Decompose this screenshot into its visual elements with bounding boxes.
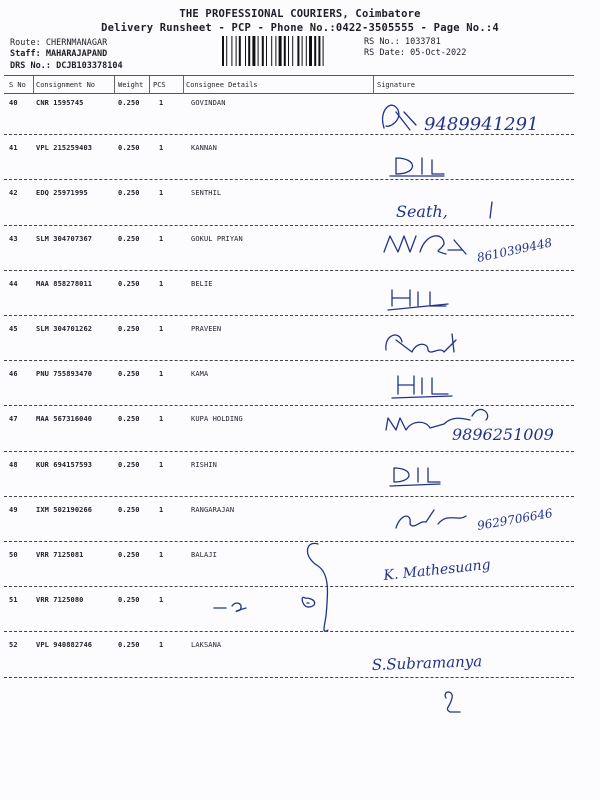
- barcode-bar: [231, 36, 232, 66]
- barcode-bar: [284, 36, 286, 66]
- barcode-bar: [297, 36, 299, 66]
- row-separator: [4, 360, 574, 361]
- cell-consignment: VRR 7125081: [36, 551, 84, 559]
- barcode-bar: [258, 36, 259, 66]
- handwritten-signature: K. Mathesuang: [382, 556, 492, 584]
- drs-value: DCJB103378104: [56, 61, 123, 71]
- route-value: CHERNMANAGAR: [45, 38, 108, 48]
- rs-date-line: [364, 48, 466, 58]
- barcode-bar: [288, 36, 289, 66]
- barcode-bar: [306, 36, 307, 66]
- cell-sno: 47: [9, 415, 18, 424]
- cell-weight: 0.250: [118, 99, 140, 107]
- signature-mark: [214, 603, 246, 611]
- signature-mark: [386, 409, 488, 430]
- cell-consignment: KUR 694157593: [36, 460, 93, 469]
- cell-consignment: MAA 567316040: [36, 415, 93, 424]
- row-separator: [4, 631, 574, 632]
- cell-pcs: 1: [159, 551, 164, 559]
- cell-sno: 52: [9, 641, 18, 650]
- col-consignment: Consignment No: [36, 81, 96, 89]
- row-separator: [4, 405, 574, 406]
- cell-pcs: 1: [159, 505, 164, 514]
- rs-date-value: 05-Oct-2022: [410, 48, 467, 58]
- cell-pcs: 1: [159, 189, 164, 198]
- cell-consignee: GOKUL PRIYAN: [191, 234, 243, 243]
- cell-sno: 44: [9, 279, 18, 288]
- cell-consignment: IXM 502190266: [36, 505, 93, 514]
- signature-mark: [386, 334, 456, 352]
- cell-weight: 0.250: [118, 596, 140, 605]
- cell-consignment: VPL 940882746: [36, 641, 93, 650]
- barcode-bar: [222, 36, 224, 66]
- barcode-bar: [248, 36, 250, 66]
- barcode-bar: [262, 36, 264, 66]
- staff-line: [10, 49, 107, 59]
- barcode-bar: [226, 36, 227, 66]
- cell-consignee: BELIE: [191, 279, 213, 288]
- cell-pcs: 1: [159, 460, 164, 469]
- cell-sno: 48: [9, 460, 18, 469]
- runsheet-title: Delivery Runsheet - PCP - Phone No.:0422-3505555 - Page No.:4: [101, 22, 499, 34]
- rs-date-label: RS Date:: [364, 48, 405, 58]
- cell-weight: 0.250: [118, 641, 140, 650]
- barcode-bar: [323, 36, 324, 66]
- barcode-bar: [245, 36, 246, 66]
- col-divider: [33, 76, 34, 94]
- row-separator: [4, 677, 574, 678]
- cell-weight: 0.250: [118, 144, 140, 153]
- cell-pcs: 1: [159, 234, 164, 243]
- cell-pcs: 1: [159, 144, 164, 153]
- row-separator: [4, 315, 574, 316]
- signature-mark: [383, 105, 416, 130]
- cell-sno: 43: [9, 234, 18, 243]
- cell-consignee: LAKSANA: [191, 641, 222, 650]
- cell-sno: 42: [9, 189, 18, 198]
- handwritten-phone: 8610399448: [475, 235, 554, 265]
- row-separator: [4, 225, 574, 226]
- cell-pcs: 1: [159, 99, 164, 107]
- row-separator: [4, 134, 574, 135]
- cell-consignment: EDQ 25971995: [36, 189, 88, 198]
- cell-consignment: PNU 755893470: [36, 370, 93, 379]
- cell-pcs: 1: [159, 279, 164, 288]
- barcode-bar: [275, 36, 276, 66]
- cell-sno: 45: [9, 325, 18, 333]
- signature-mark: [307, 543, 328, 631]
- cell-weight: 0.250: [118, 234, 140, 243]
- row-separator: [4, 270, 574, 271]
- handwritten-phone: 9489941291: [424, 114, 539, 135]
- cell-consignment: SLM 304701262: [36, 325, 93, 333]
- barcode-bar: [302, 36, 303, 66]
- row-separator: [4, 496, 574, 497]
- handwritten-signature: S.Subramanya: [371, 652, 483, 674]
- rs-no-line: [364, 37, 441, 47]
- cell-weight: 0.250: [118, 325, 140, 333]
- cell-pcs: 1: [159, 596, 164, 605]
- cell-consignee: GOVINDAN: [191, 99, 226, 107]
- drs-line: [10, 61, 123, 71]
- cell-sno: 50: [9, 551, 18, 559]
- cell-sno: 49: [9, 505, 18, 514]
- cell-consignment: VRR 7125080: [36, 596, 84, 605]
- barcode-bar: [252, 36, 255, 66]
- handwritten-phone: 9896251009: [452, 425, 554, 444]
- row-separator: [4, 451, 574, 452]
- cell-consignee: RISHIN: [191, 460, 217, 469]
- col-consignee: Consignee Details: [186, 81, 258, 89]
- barcode-bar: [279, 36, 282, 66]
- signature-mark: [396, 510, 466, 528]
- row-separator: [4, 541, 574, 542]
- cell-consignment: VPL 215259403: [36, 144, 93, 153]
- barcode-bar: [236, 36, 237, 66]
- cell-weight: 0.250: [118, 189, 140, 198]
- signature-mark: [302, 597, 314, 607]
- col-sno: S No: [9, 81, 26, 89]
- header-rule-top: [4, 75, 574, 76]
- cell-pcs: 1: [159, 415, 164, 424]
- cell-sno: 46: [9, 370, 18, 379]
- cell-consignment: SLM 304707367: [36, 234, 93, 243]
- cell-sno: 51: [9, 596, 18, 605]
- barcode-bar: [271, 36, 272, 66]
- staff-value: MAHARAJAPAND: [45, 49, 108, 59]
- cell-weight: 0.250: [118, 279, 140, 288]
- cell-weight: 0.250: [118, 460, 140, 469]
- cell-consignment: MAA 858278011: [36, 279, 93, 288]
- cell-consignee: KANNAN: [191, 144, 217, 153]
- barcode-bar: [266, 36, 267, 66]
- cell-weight: 0.250: [118, 415, 140, 424]
- cell-consignee: SENTHIL: [191, 189, 222, 198]
- cell-consignee: KAMA: [191, 370, 209, 379]
- signature-mark: [384, 236, 466, 254]
- cell-consignee: BALAJI: [191, 551, 217, 559]
- cell-consignee: KUPA HOLDING: [191, 415, 243, 424]
- signature-mark: [445, 692, 460, 712]
- staff-label: Staff:: [10, 49, 41, 59]
- col-divider: [183, 76, 184, 94]
- col-divider: [114, 76, 115, 94]
- row-separator: [4, 586, 574, 587]
- route-label: Route:: [10, 38, 41, 48]
- signature-mark: [390, 158, 444, 176]
- cell-weight: 0.250: [118, 551, 140, 559]
- row-separator: [4, 179, 574, 180]
- signature-mark: [490, 202, 492, 218]
- barcode-bar: [239, 36, 241, 66]
- col-divider: [373, 76, 374, 94]
- signature-mark: [390, 468, 440, 486]
- cell-pcs: 1: [159, 325, 164, 333]
- rs-no-value: 1033781: [404, 37, 441, 47]
- route-line: [10, 38, 107, 48]
- barcode-bar: [309, 36, 312, 66]
- cell-consignee: RANGARAJAN: [191, 505, 235, 514]
- cell-consignment: CNR 1595745: [36, 99, 84, 107]
- cell-pcs: 1: [159, 641, 164, 650]
- col-pcs: PCS: [153, 81, 166, 89]
- col-divider: [149, 76, 150, 94]
- handwritten-signature: Seath,: [396, 202, 448, 221]
- header-rule-bottom: [4, 93, 574, 94]
- barcode: [222, 36, 358, 66]
- cell-pcs: 1: [159, 370, 164, 379]
- cell-weight: 0.250: [118, 505, 140, 514]
- cell-sno: 40: [9, 99, 18, 107]
- drs-label: DRS No.:: [10, 61, 51, 71]
- company-title: THE PROFESSIONAL COURIERS, Coimbatore: [179, 8, 421, 20]
- col-signature: Signature: [377, 81, 415, 89]
- barcode-bar: [314, 36, 316, 66]
- handwritten-phone: 9629706646: [476, 505, 554, 533]
- col-weight: Weight: [118, 81, 144, 89]
- rs-no-label: RS No.:: [364, 37, 400, 47]
- signature-mark: [388, 290, 448, 310]
- cell-weight: 0.250: [118, 370, 140, 379]
- barcode-bar: [318, 36, 320, 66]
- cell-sno: 41: [9, 144, 18, 153]
- cell-consignee: PRAVEEN: [191, 325, 222, 333]
- barcode-bar: [292, 36, 293, 66]
- signature-mark: [392, 376, 452, 398]
